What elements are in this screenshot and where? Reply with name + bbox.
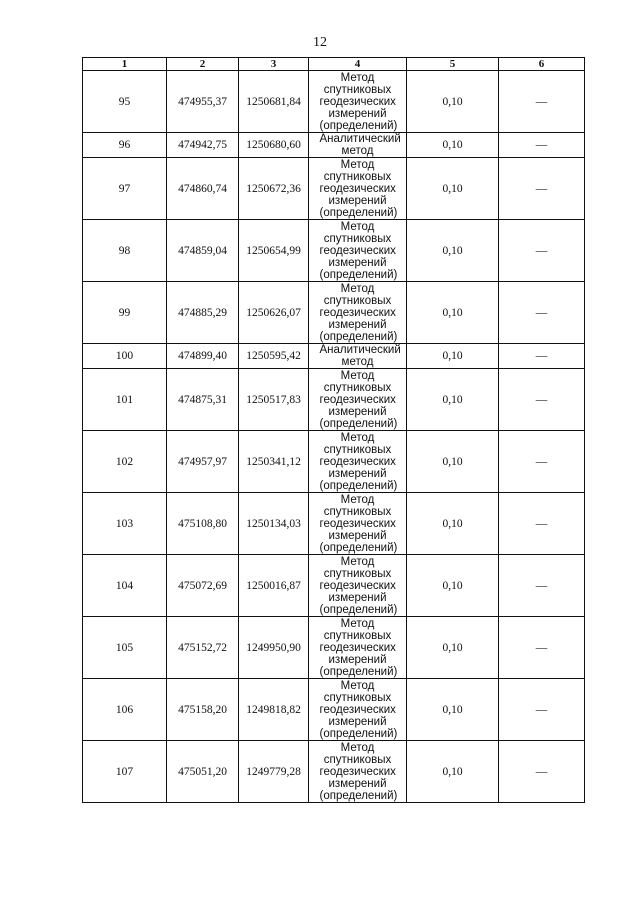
accuracy-cell: 0,10 bbox=[407, 158, 499, 220]
x-coordinate-cell: 475051,20 bbox=[167, 741, 239, 803]
method-cell bbox=[309, 679, 407, 741]
description-cell: — bbox=[499, 71, 585, 133]
method-text: Метод спутниковых геодезических измерений (определений) bbox=[319, 71, 398, 132]
accuracy-cell: 0,10 bbox=[407, 133, 499, 158]
y-coordinate-cell: 1250626,07 bbox=[239, 282, 309, 344]
description-cell: — bbox=[499, 679, 585, 741]
method-text: Метод спутниковых геодезических измерений (определений) bbox=[319, 617, 398, 678]
description-cell: — bbox=[499, 555, 585, 617]
y-coordinate-cell: 1250595,42 bbox=[239, 344, 309, 369]
x-coordinate-cell: 474860,74 bbox=[167, 158, 239, 220]
description-cell: — bbox=[499, 741, 585, 803]
method-text: Метод спутниковых геодезических измерений (определений) bbox=[319, 555, 398, 616]
method-text: Метод спутниковых геодезических измерений (определений) bbox=[319, 741, 398, 802]
point-number-cell: 106 bbox=[83, 679, 167, 741]
method-text: Метод спутниковых геодезических измерений (определений) bbox=[319, 679, 398, 740]
accuracy-cell: 0,10 bbox=[407, 431, 499, 493]
accuracy-cell: 0,10 bbox=[407, 282, 499, 344]
point-number-cell: 104 bbox=[83, 555, 167, 617]
x-coordinate-cell: 474955,37 bbox=[167, 71, 239, 133]
method-cell bbox=[309, 282, 407, 344]
x-coordinate-cell: 474942,75 bbox=[167, 133, 239, 158]
point-number-cell: 105 bbox=[83, 617, 167, 679]
accuracy-cell: 0,10 bbox=[407, 617, 499, 679]
method-text: Метод спутниковых геодезических измерений (определений) bbox=[319, 282, 398, 343]
description-cell: — bbox=[499, 220, 585, 282]
point-number-cell: 97 bbox=[83, 158, 167, 220]
x-coordinate-cell: 474859,04 bbox=[167, 220, 239, 282]
method-cell bbox=[309, 344, 407, 369]
method-text: Метод спутниковых геодезических измерений (определений) bbox=[319, 493, 398, 554]
method-cell bbox=[309, 158, 407, 220]
x-coordinate-cell: 474875,31 bbox=[167, 369, 239, 431]
method-cell bbox=[309, 220, 407, 282]
table-row bbox=[83, 344, 585, 369]
y-coordinate-cell: 1250672,36 bbox=[239, 158, 309, 220]
y-coordinate-cell: 1249950,90 bbox=[239, 617, 309, 679]
x-coordinate-cell: 475072,69 bbox=[167, 555, 239, 617]
page-number: 12 bbox=[313, 35, 327, 50]
method-cell bbox=[309, 617, 407, 679]
description-cell: — bbox=[499, 282, 585, 344]
point-number-cell: 95 bbox=[83, 71, 167, 133]
accuracy-cell: 0,10 bbox=[407, 493, 499, 555]
column-header: 2 bbox=[167, 58, 239, 71]
description-cell: — bbox=[499, 344, 585, 369]
accuracy-cell: 0,10 bbox=[407, 220, 499, 282]
y-coordinate-cell: 1249818,82 bbox=[239, 679, 309, 741]
method-text: Метод спутниковых геодезических измерений (определений) bbox=[319, 431, 398, 492]
accuracy-cell: 0,10 bbox=[407, 369, 499, 431]
point-number-cell: 103 bbox=[83, 493, 167, 555]
description-cell: — bbox=[499, 133, 585, 158]
method-cell bbox=[309, 431, 407, 493]
point-number-cell: 107 bbox=[83, 741, 167, 803]
table-row bbox=[83, 431, 585, 493]
method-cell bbox=[309, 71, 407, 133]
y-coordinate-cell: 1250517,83 bbox=[239, 369, 309, 431]
method-text: Метод спутниковых геодезических измерений (определений) bbox=[319, 220, 398, 281]
accuracy-cell: 0,10 bbox=[407, 71, 499, 133]
method-cell bbox=[309, 133, 407, 158]
header-row bbox=[83, 58, 585, 71]
point-number-cell: 96 bbox=[83, 133, 167, 158]
table-row bbox=[83, 133, 585, 158]
point-number-cell: 98 bbox=[83, 220, 167, 282]
point-number-cell: 101 bbox=[83, 369, 167, 431]
x-coordinate-cell: 474885,29 bbox=[167, 282, 239, 344]
table-row bbox=[83, 369, 585, 431]
y-coordinate-cell: 1250681,84 bbox=[239, 71, 309, 133]
y-coordinate-cell: 1250016,87 bbox=[239, 555, 309, 617]
point-number-cell: 102 bbox=[83, 431, 167, 493]
description-cell: — bbox=[499, 158, 585, 220]
description-cell: — bbox=[499, 617, 585, 679]
method-text: Метод спутниковых геодезических измерений (определений) bbox=[319, 158, 398, 219]
y-coordinate-cell: 1250654,99 bbox=[239, 220, 309, 282]
x-coordinate-cell: 474899,40 bbox=[167, 344, 239, 369]
accuracy-cell: 0,10 bbox=[407, 344, 499, 369]
x-coordinate-cell: 475158,20 bbox=[167, 679, 239, 741]
column-header: 3 bbox=[239, 58, 309, 71]
y-coordinate-cell: 1249779,28 bbox=[239, 741, 309, 803]
column-header: 5 bbox=[407, 58, 499, 71]
accuracy-cell: 0,10 bbox=[407, 679, 499, 741]
point-number-cell: 100 bbox=[83, 344, 167, 369]
method-cell bbox=[309, 369, 407, 431]
table-row bbox=[83, 220, 585, 282]
table-row bbox=[83, 679, 585, 741]
x-coordinate-cell: 475152,72 bbox=[167, 617, 239, 679]
column-header: 1 bbox=[83, 58, 167, 71]
accuracy-cell: 0,10 bbox=[407, 741, 499, 803]
table-row bbox=[83, 282, 585, 344]
table-row bbox=[83, 493, 585, 555]
column-header: 6 bbox=[499, 58, 585, 71]
method-cell bbox=[309, 493, 407, 555]
method-text: Метод спутниковых геодезических измерений (определений) bbox=[319, 369, 398, 430]
coordinates-table bbox=[82, 57, 585, 803]
point-number-cell: 99 bbox=[83, 282, 167, 344]
table-row bbox=[83, 617, 585, 679]
accuracy-cell: 0,10 bbox=[407, 555, 499, 617]
y-coordinate-cell: 1250341,12 bbox=[239, 431, 309, 493]
description-cell: — bbox=[499, 431, 585, 493]
table-row bbox=[83, 555, 585, 617]
x-coordinate-cell: 475108,80 bbox=[167, 493, 239, 555]
x-coordinate-cell: 474957,97 bbox=[167, 431, 239, 493]
y-coordinate-cell: 1250680,60 bbox=[239, 133, 309, 158]
table-row bbox=[83, 741, 585, 803]
description-cell: — bbox=[499, 369, 585, 431]
table-row bbox=[83, 71, 585, 133]
method-cell bbox=[309, 741, 407, 803]
method-text: Аналитический метод bbox=[319, 133, 401, 157]
y-coordinate-cell: 1250134,03 bbox=[239, 493, 309, 555]
method-cell bbox=[309, 555, 407, 617]
column-header: 4 bbox=[309, 58, 407, 71]
table-row bbox=[83, 158, 585, 220]
method-text: Аналитический метод bbox=[319, 344, 401, 368]
description-cell: — bbox=[499, 493, 585, 555]
